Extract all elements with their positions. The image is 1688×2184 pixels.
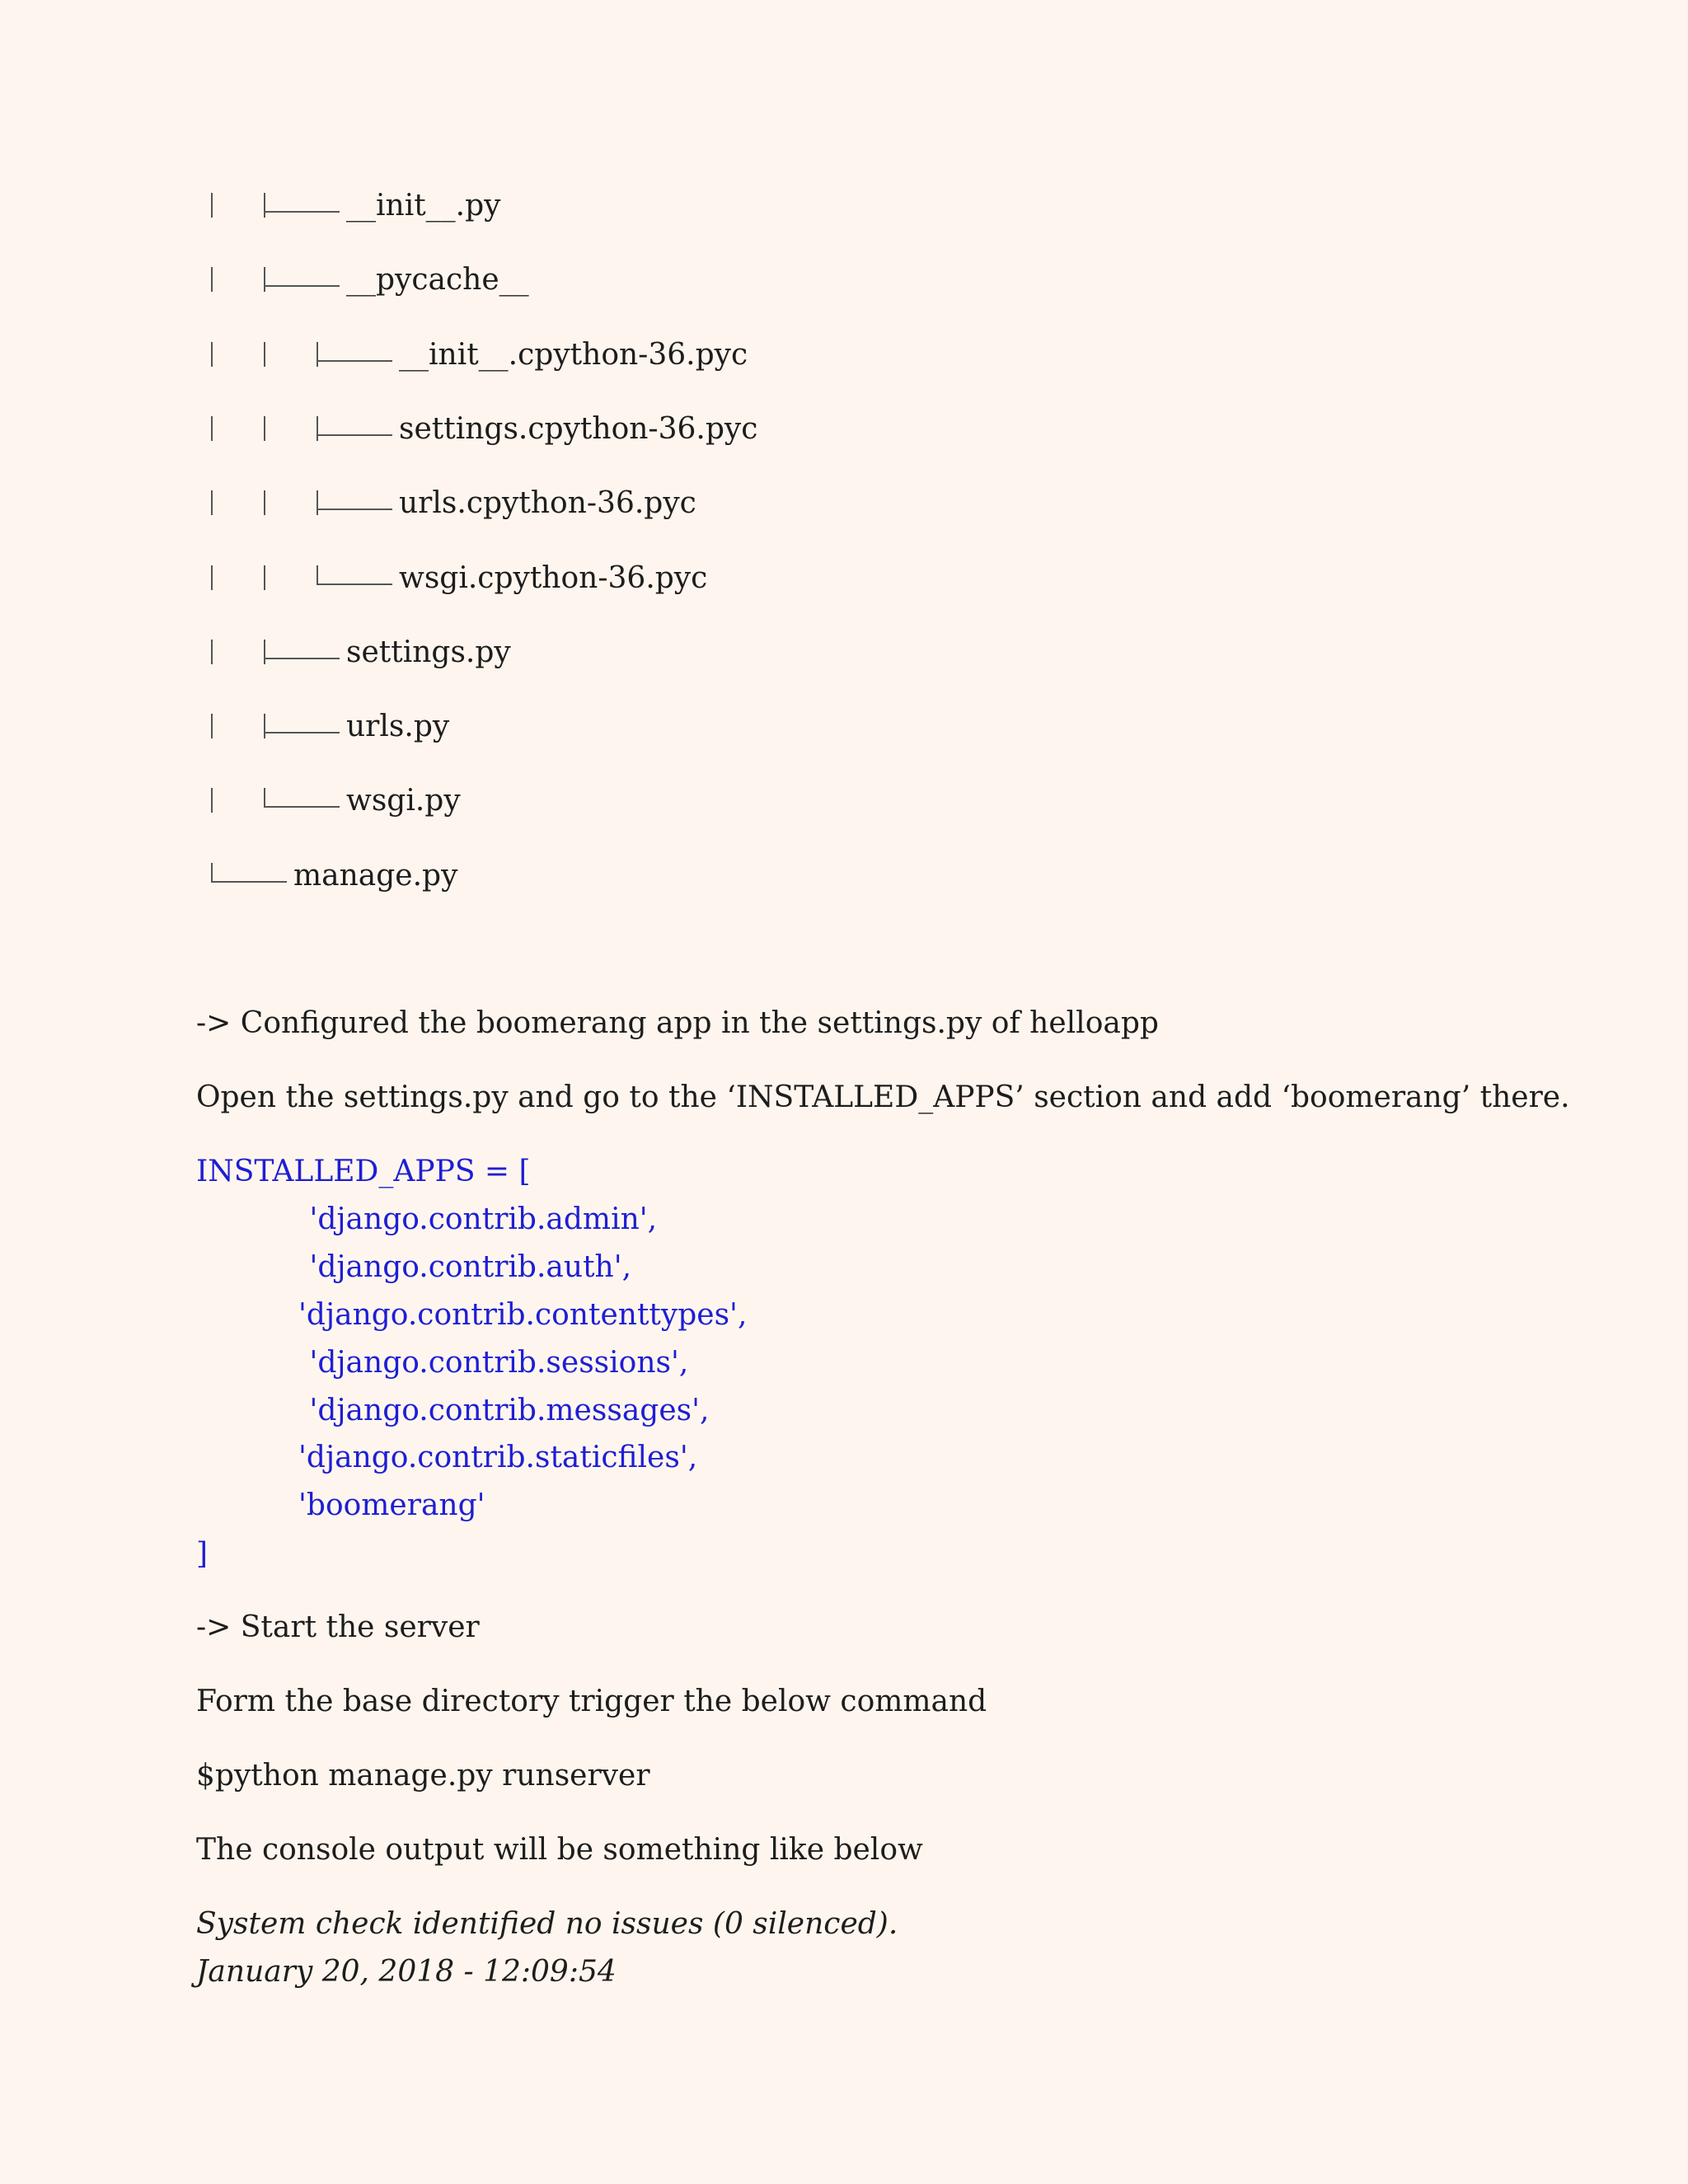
tree-item-label: __pycache__	[346, 263, 529, 298]
tree-vertical-line	[211, 490, 213, 515]
tree-tee-line	[316, 416, 318, 441]
tree-vertical-line	[264, 490, 265, 515]
tree-vertical-line	[211, 565, 213, 590]
tree-horizontal-line	[316, 360, 392, 362]
tree-item	[0, 633, 989, 673]
tree-item-label: __init__.py	[346, 189, 501, 223]
console-output-line-2: January 20, 2018 - 12:09:54	[196, 1955, 617, 1989]
tree-item	[0, 260, 989, 300]
code-item-contenttypes: 'django.contrib.contenttypes',	[298, 1298, 748, 1332]
code-item-messages: 'django.contrib.messages',	[300, 1394, 710, 1427]
tree-item-label: urls.cpython-36.pyc	[399, 486, 696, 521]
tree-tee-line	[264, 714, 265, 738]
tree-item-label: wsgi.py	[346, 784, 461, 818]
tree-vertical-line	[211, 416, 213, 441]
tree-tee-line	[316, 490, 318, 515]
code-item-boomerang: 'boomerang'	[298, 1488, 485, 1522]
code-item-sessions: 'django.contrib.sessions',	[300, 1346, 689, 1380]
tree-tee-line	[316, 342, 318, 367]
tree-item-label: settings.cpython-36.pyc	[399, 411, 758, 446]
tree-item	[0, 559, 989, 598]
step-configure-text: -> Configured the boomerang app in the settings.py of helloapp	[196, 1006, 1159, 1040]
code-installed-apps-open: INSTALLED_APPS = [	[196, 1155, 531, 1188]
tree-item-label: manage.py	[293, 858, 458, 893]
tree-horizontal-line	[264, 211, 340, 213]
tree-vertical-line	[264, 565, 265, 590]
tree-item	[0, 186, 989, 226]
tree-item-label: __init__.cpython-36.pyc	[399, 337, 748, 372]
code-item-admin: 'django.contrib.admin',	[300, 1202, 658, 1236]
step-start-server: -> Start the server	[196, 1610, 480, 1644]
runserver-command: $python manage.py runserver	[196, 1759, 650, 1793]
code-item-auth: 'django.contrib.auth',	[300, 1250, 632, 1284]
console-intro-text: The console output will be something like below	[196, 1833, 923, 1867]
tree-vertical-line	[211, 640, 213, 664]
tree-item	[0, 707, 989, 747]
tree-horizontal-line	[264, 732, 340, 733]
tree-horizontal-line	[316, 509, 392, 510]
tree-item	[0, 484, 989, 523]
tree-tee-line	[264, 267, 265, 292]
code-item-staticfiles: 'django.contrib.staticfiles',	[298, 1441, 698, 1474]
tree-item-label: settings.py	[346, 635, 511, 669]
tree-vertical-line	[264, 416, 265, 441]
tree-horizontal-line	[211, 881, 287, 883]
tree-corner-line	[316, 565, 318, 585]
tree-horizontal-line	[264, 285, 340, 287]
tree-vertical-line	[211, 342, 213, 367]
tree-corner-line	[264, 788, 265, 808]
tree-vertical-line	[211, 193, 213, 218]
tree-tee-line	[264, 640, 265, 664]
tree-tee-line	[264, 193, 265, 218]
tree-horizontal-line	[316, 583, 392, 585]
instruction-base-directory: Form the base directory trigger the below command	[196, 1685, 987, 1718]
tree-corner-line	[211, 863, 213, 883]
tree-vertical-line	[211, 788, 213, 813]
tree-item-label: urls.py	[346, 710, 450, 744]
tree-vertical-line	[264, 342, 265, 367]
tree-vertical-line	[211, 267, 213, 292]
tree-item	[0, 856, 989, 896]
tree-horizontal-line	[264, 658, 340, 659]
tree-vertical-line	[211, 714, 213, 738]
tree-item	[0, 781, 989, 821]
tree-item	[0, 410, 989, 449]
instruction-open-settings: Open the settings.py and go to the ‘INSTALLED_APPS’ section and add ‘boomerang’ there.	[196, 1080, 1570, 1114]
code-installed-apps-close: ]	[196, 1537, 209, 1571]
tree-item	[0, 335, 989, 375]
console-output-line-1: System check identified no issues (0 silenced).	[196, 1907, 898, 1941]
tree-horizontal-line	[264, 806, 340, 808]
tree-item-label: wsgi.cpython-36.pyc	[399, 560, 708, 595]
tree-horizontal-line	[316, 434, 392, 436]
